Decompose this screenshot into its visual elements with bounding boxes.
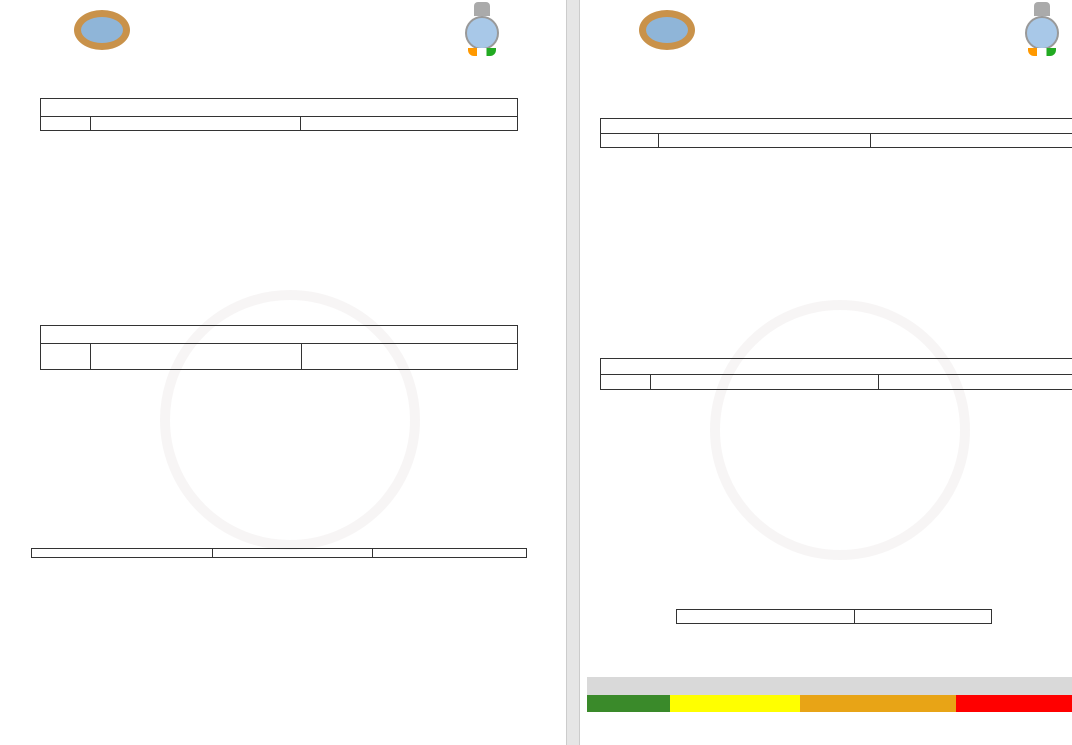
warning-table-hindi (40, 325, 518, 370)
imd-emblem-logo (462, 2, 502, 60)
col-east (871, 134, 1072, 148)
legend-table-hindi (31, 548, 527, 567)
col-east (879, 375, 1072, 390)
col-east (301, 117, 518, 131)
rain-forecast-table-hindi (40, 98, 518, 131)
imd-emblem-logo (1022, 2, 1062, 60)
warning-validity-banner (587, 677, 1072, 695)
legend-head (213, 549, 373, 558)
col-date (601, 134, 659, 148)
spatial-distribution-legend (676, 609, 992, 624)
warning-table-english (600, 358, 1072, 390)
col-date (41, 344, 91, 370)
warning-table-title (41, 326, 518, 344)
rain-table-title (41, 99, 518, 117)
rain-table-title (601, 119, 1072, 134)
rain-forecast-table-english (600, 118, 1072, 148)
warning-table-title (601, 359, 1072, 375)
col-west (659, 134, 871, 148)
col-east (302, 344, 518, 370)
col-west (91, 344, 302, 370)
legend-head (32, 549, 213, 558)
legend-head (373, 549, 527, 558)
watermark-emblem (710, 300, 970, 560)
col-west (91, 117, 301, 131)
col-date (41, 117, 91, 131)
color-be-aware (670, 695, 800, 712)
color-no-warning (587, 695, 670, 712)
spatial-title (677, 610, 855, 624)
color-code-bar (587, 695, 1072, 712)
page-gap (566, 0, 580, 745)
color-be-prepared (800, 695, 956, 712)
prob-title (855, 610, 992, 624)
english-bulletin-page (580, 0, 1072, 745)
col-date (601, 375, 651, 390)
color-take-action (956, 695, 1072, 712)
col-west (651, 375, 879, 390)
imd-150-logo (593, 8, 703, 56)
imd-150-logo (28, 8, 138, 56)
